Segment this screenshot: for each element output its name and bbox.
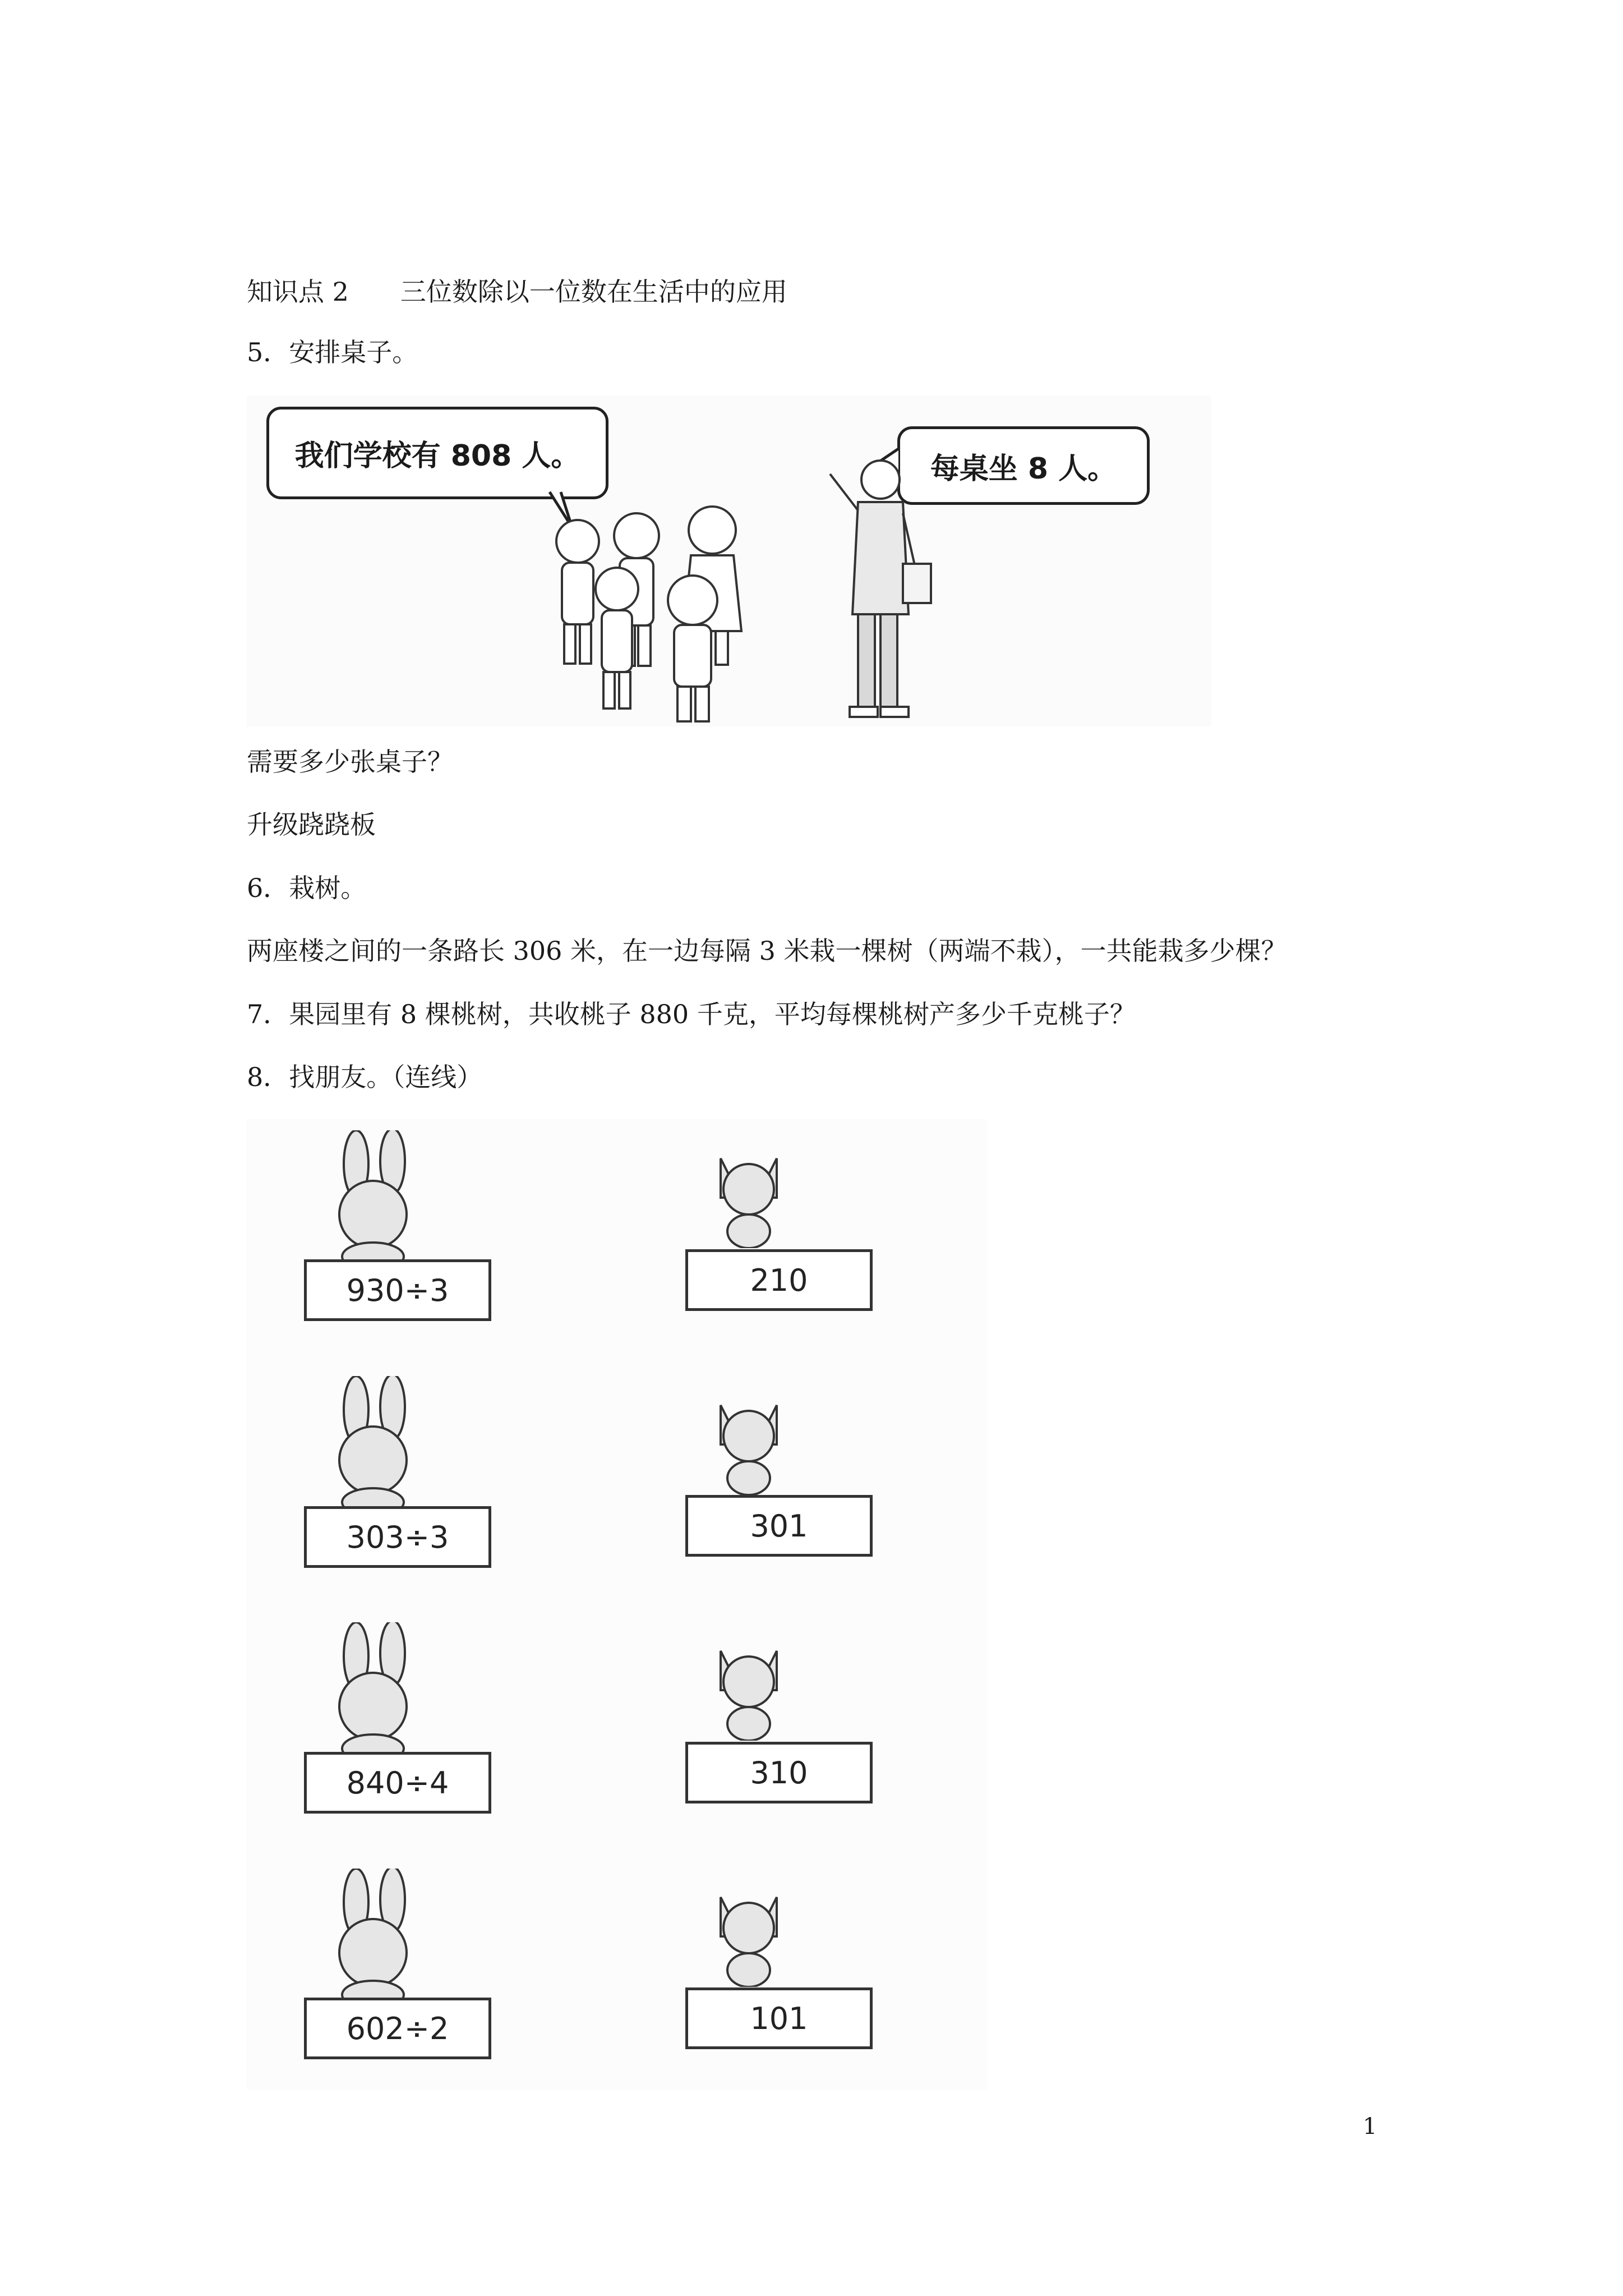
rabbit-icon — [317, 1130, 429, 1265]
cat-icon — [701, 1880, 796, 1987]
rabbit-icon — [317, 1376, 429, 1511]
section-title: 升级跷跷板 — [247, 809, 376, 840]
question-7-text: 7．果园里有 8 棵桃树，共收桃子 880 千克，平均每棵桃树产多少千克桃子？ — [247, 999, 1136, 1029]
knowledge-point-heading — [247, 275, 787, 309]
matching-exercise — [247, 1119, 987, 2090]
left-card[interactable]: 840÷4 — [304, 1752, 491, 1814]
question-8-title: 8．找朋友。（连线） — [247, 1062, 483, 1092]
page-number: 1 — [1363, 2114, 1377, 2139]
speech-bubble-students: 我们学校有 808 人。 — [266, 407, 608, 499]
cat-icon — [701, 1388, 796, 1495]
left-card[interactable]: 303÷3 — [304, 1506, 491, 1568]
cat-icon — [701, 1142, 796, 1248]
knowledge-point-number: 知识点 2 — [247, 277, 349, 307]
rabbit-icon — [317, 1869, 429, 2003]
rabbit-icon — [317, 1622, 429, 1757]
question-6-title: 6．栽树。 — [247, 873, 367, 903]
question-5-title: 5．安排桌子。 — [247, 337, 418, 367]
right-card[interactable]: 101 — [685, 1987, 873, 2049]
cat-icon — [701, 1634, 796, 1741]
knowledge-point-title: 三位数除以一位数在生活中的应用 — [400, 277, 787, 307]
children-icon — [544, 502, 836, 726]
speech-bubble-teacher: 每桌坐 8 人。 — [897, 426, 1150, 505]
question-6-text: 两座楼之间的一条路长 306 米，在一边每隔 3 米栽一棵树（两端不栽），一共能栽多少棵？ — [247, 936, 1287, 966]
teacher-icon — [819, 457, 942, 726]
left-card[interactable]: 602÷2 — [304, 1998, 491, 2059]
right-card[interactable]: 310 — [685, 1742, 873, 1803]
classroom-illustration — [247, 395, 1211, 726]
right-card[interactable]: 210 — [685, 1249, 873, 1311]
right-card[interactable]: 301 — [685, 1495, 873, 1557]
left-card[interactable]: 930÷3 — [304, 1259, 491, 1321]
question-5-question: 需要多少张桌子？ — [247, 747, 453, 777]
